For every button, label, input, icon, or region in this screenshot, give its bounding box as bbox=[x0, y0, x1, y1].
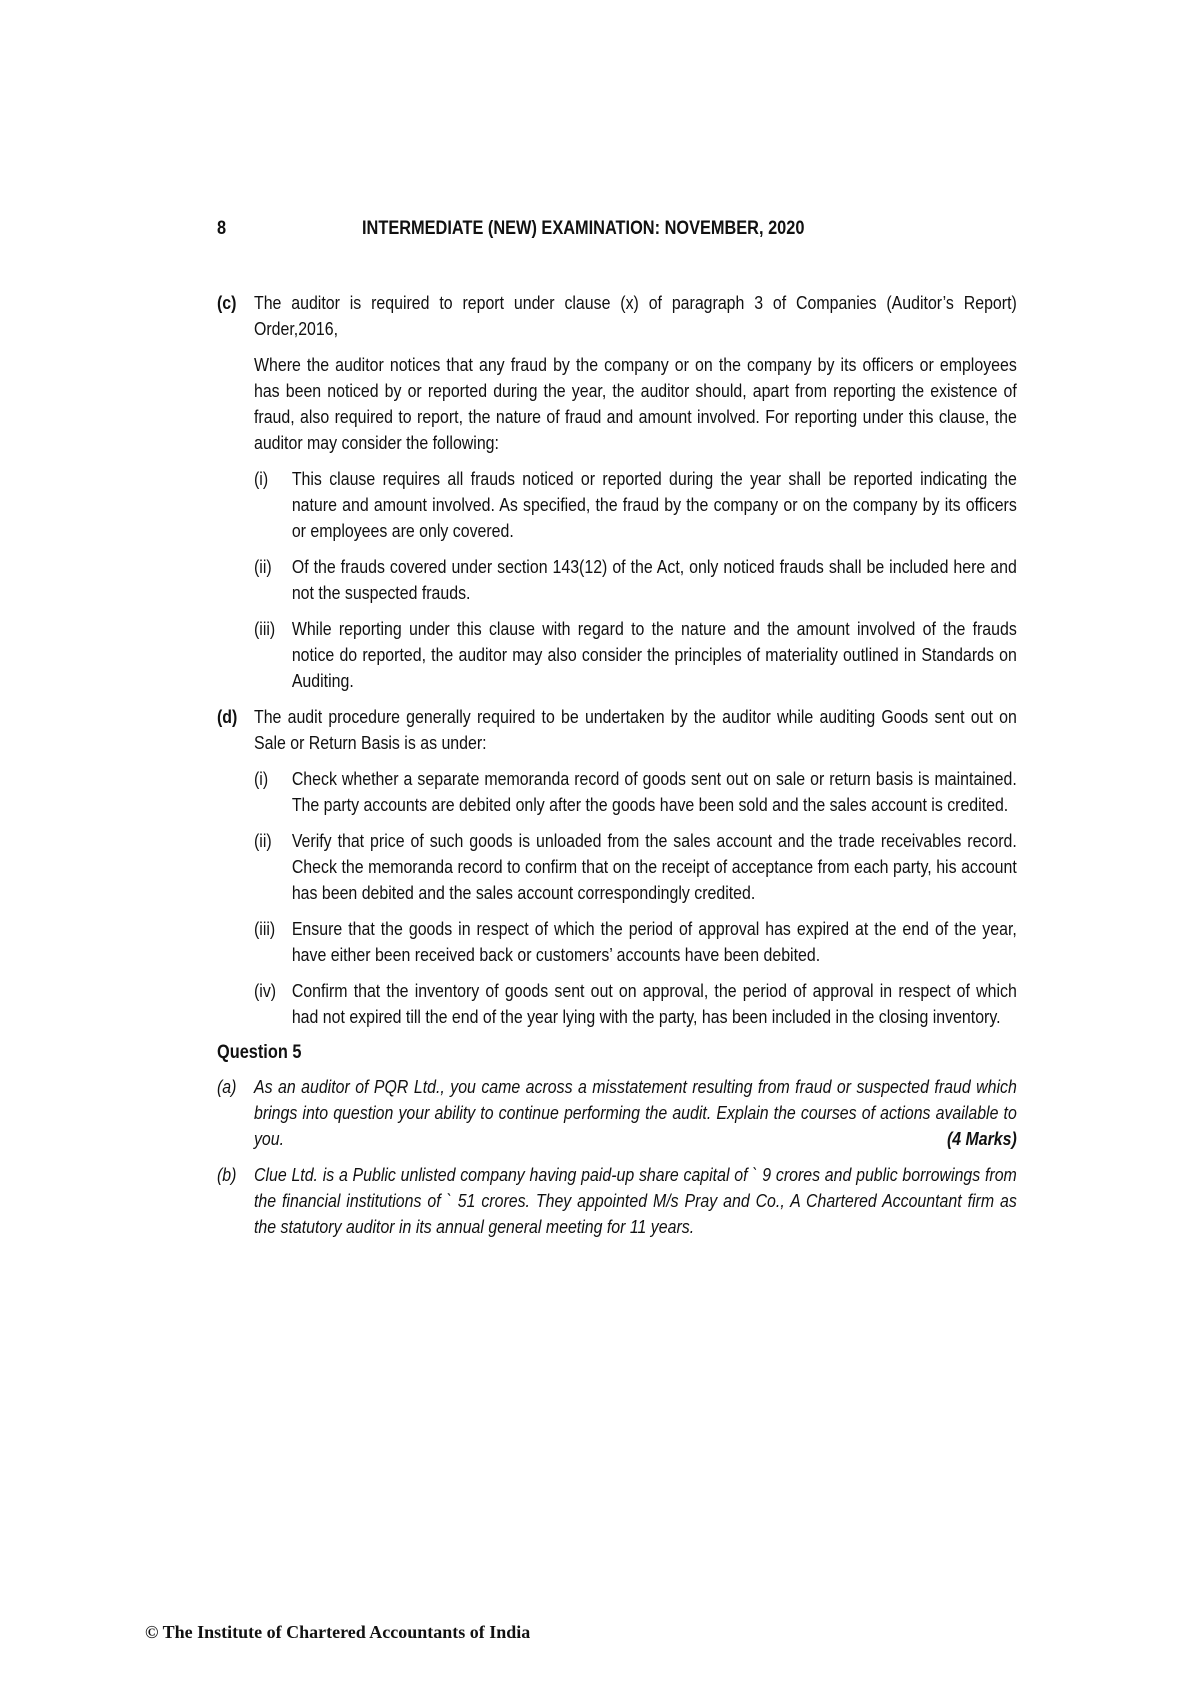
list-item-text: Ensure that the goods in respect of which the period of approval has expired at the end of the year, have either been received back or customers’ accounts have been debited. bbox=[291, 918, 1017, 965]
section-d bbox=[217, 704, 1017, 1030]
list-item bbox=[254, 466, 1017, 544]
page-number: 8 bbox=[217, 218, 227, 239]
section-c-marker: (c) bbox=[217, 292, 237, 313]
list-item-number: (iii) bbox=[253, 918, 276, 939]
list-item-number: (ii) bbox=[253, 556, 272, 577]
section-c-intro: The auditor is required to report under clause (x) of paragraph 3 of Companies (Auditor’s Report) Order,2016, bbox=[253, 292, 1017, 339]
list-item-number: (i) bbox=[253, 768, 269, 789]
list-item-number: (ii) bbox=[253, 830, 272, 851]
list-item bbox=[254, 828, 1017, 906]
list-item bbox=[254, 916, 1017, 968]
copyright-footer: © The Institute of Chartered Accountants of India bbox=[145, 1622, 531, 1642]
list-item-text: This clause requires all frauds noticed or reported during the year shall be reported indicating the nature and amount involved. As specified, the fraud by the company or on the company by its officers or employees are only covered. bbox=[291, 468, 1017, 541]
question-5a-marker: (a) bbox=[217, 1076, 237, 1097]
question-5b bbox=[217, 1162, 1017, 1240]
question-5b-text: Clue Ltd. is a Public unlisted company having paid-up share capital of ` 9 crores and public borrowings from the financial institutions of ` 51 crores. They appointed M/s Pray and Co., A Chartered Accountant firm as the statutory auditor in its annual general meeting for 11 years. bbox=[253, 1164, 1017, 1237]
question-5a-text: As an auditor of PQR Ltd., you came across a misstatement resulting from fraud or suspected fraud which brings into question your ability to continue performing the audit. Explain the courses of actions available to you. bbox=[253, 1076, 1017, 1149]
list-item bbox=[254, 978, 1017, 1030]
question-5a-marks: (4 Marks) bbox=[946, 1128, 1017, 1149]
list-item-text: While reporting under this clause with regard to the nature and the amount involved of the frauds notice do reported, the auditor may also consider the principles of materiality outlined in Standards on Auditing. bbox=[291, 618, 1017, 691]
page-title: INTERMEDIATE (NEW) EXAMINATION: NOVEMBER, 2020 bbox=[362, 218, 805, 239]
list-item-text: Check whether a separate memoranda record of goods sent out on sale or return basis is maintained. The party accounts are debited only after the goods have been sold and the sales account is credited. bbox=[291, 768, 1017, 815]
section-c bbox=[217, 290, 1017, 694]
section-d-marker: (d) bbox=[217, 706, 238, 727]
list-item-text: Verify that price of such goods is unloaded from the sales account and the trade receivables record. Check the memoranda record to confirm that on the receipt of acceptance from each party, his account has been debited and the sales account correspondingly credited. bbox=[291, 830, 1017, 903]
list-item bbox=[254, 616, 1017, 694]
section-d-intro: The audit procedure generally required to be undertaken by the auditor while auditing Goods sent out on Sale or Return Basis is as under: bbox=[253, 706, 1017, 753]
page-content bbox=[217, 290, 1017, 1240]
list-item-text: Of the frauds covered under section 143(12) of the Act, only noticed frauds shall be included here and not the suspected frauds. bbox=[291, 556, 1017, 603]
page-header bbox=[217, 218, 1017, 244]
question-5b-marker: (b) bbox=[217, 1164, 237, 1185]
section-c-paragraph: Where the auditor notices that any fraud by the company or on the company by its officers or employees has been noticed by or reported during the year, the auditor should, apart from reporting the existence of fraud, also required to report, the nature of fraud and amount involved. For reporting under this clause, the auditor may consider the following: bbox=[253, 354, 1017, 453]
list-item-number: (iv) bbox=[253, 980, 277, 1001]
list-item bbox=[254, 766, 1017, 818]
question-heading: Question 5 bbox=[217, 1042, 302, 1063]
list-item-number: (iii) bbox=[253, 618, 276, 639]
list-item-text: Confirm that the inventory of goods sent out on approval, the period of approval in respect of which had not expired till the end of the year lying with the party, has been included in the closing inventory. bbox=[291, 980, 1017, 1027]
list-item bbox=[254, 554, 1017, 606]
question-5a bbox=[217, 1074, 1017, 1152]
list-item-number: (i) bbox=[253, 468, 269, 489]
